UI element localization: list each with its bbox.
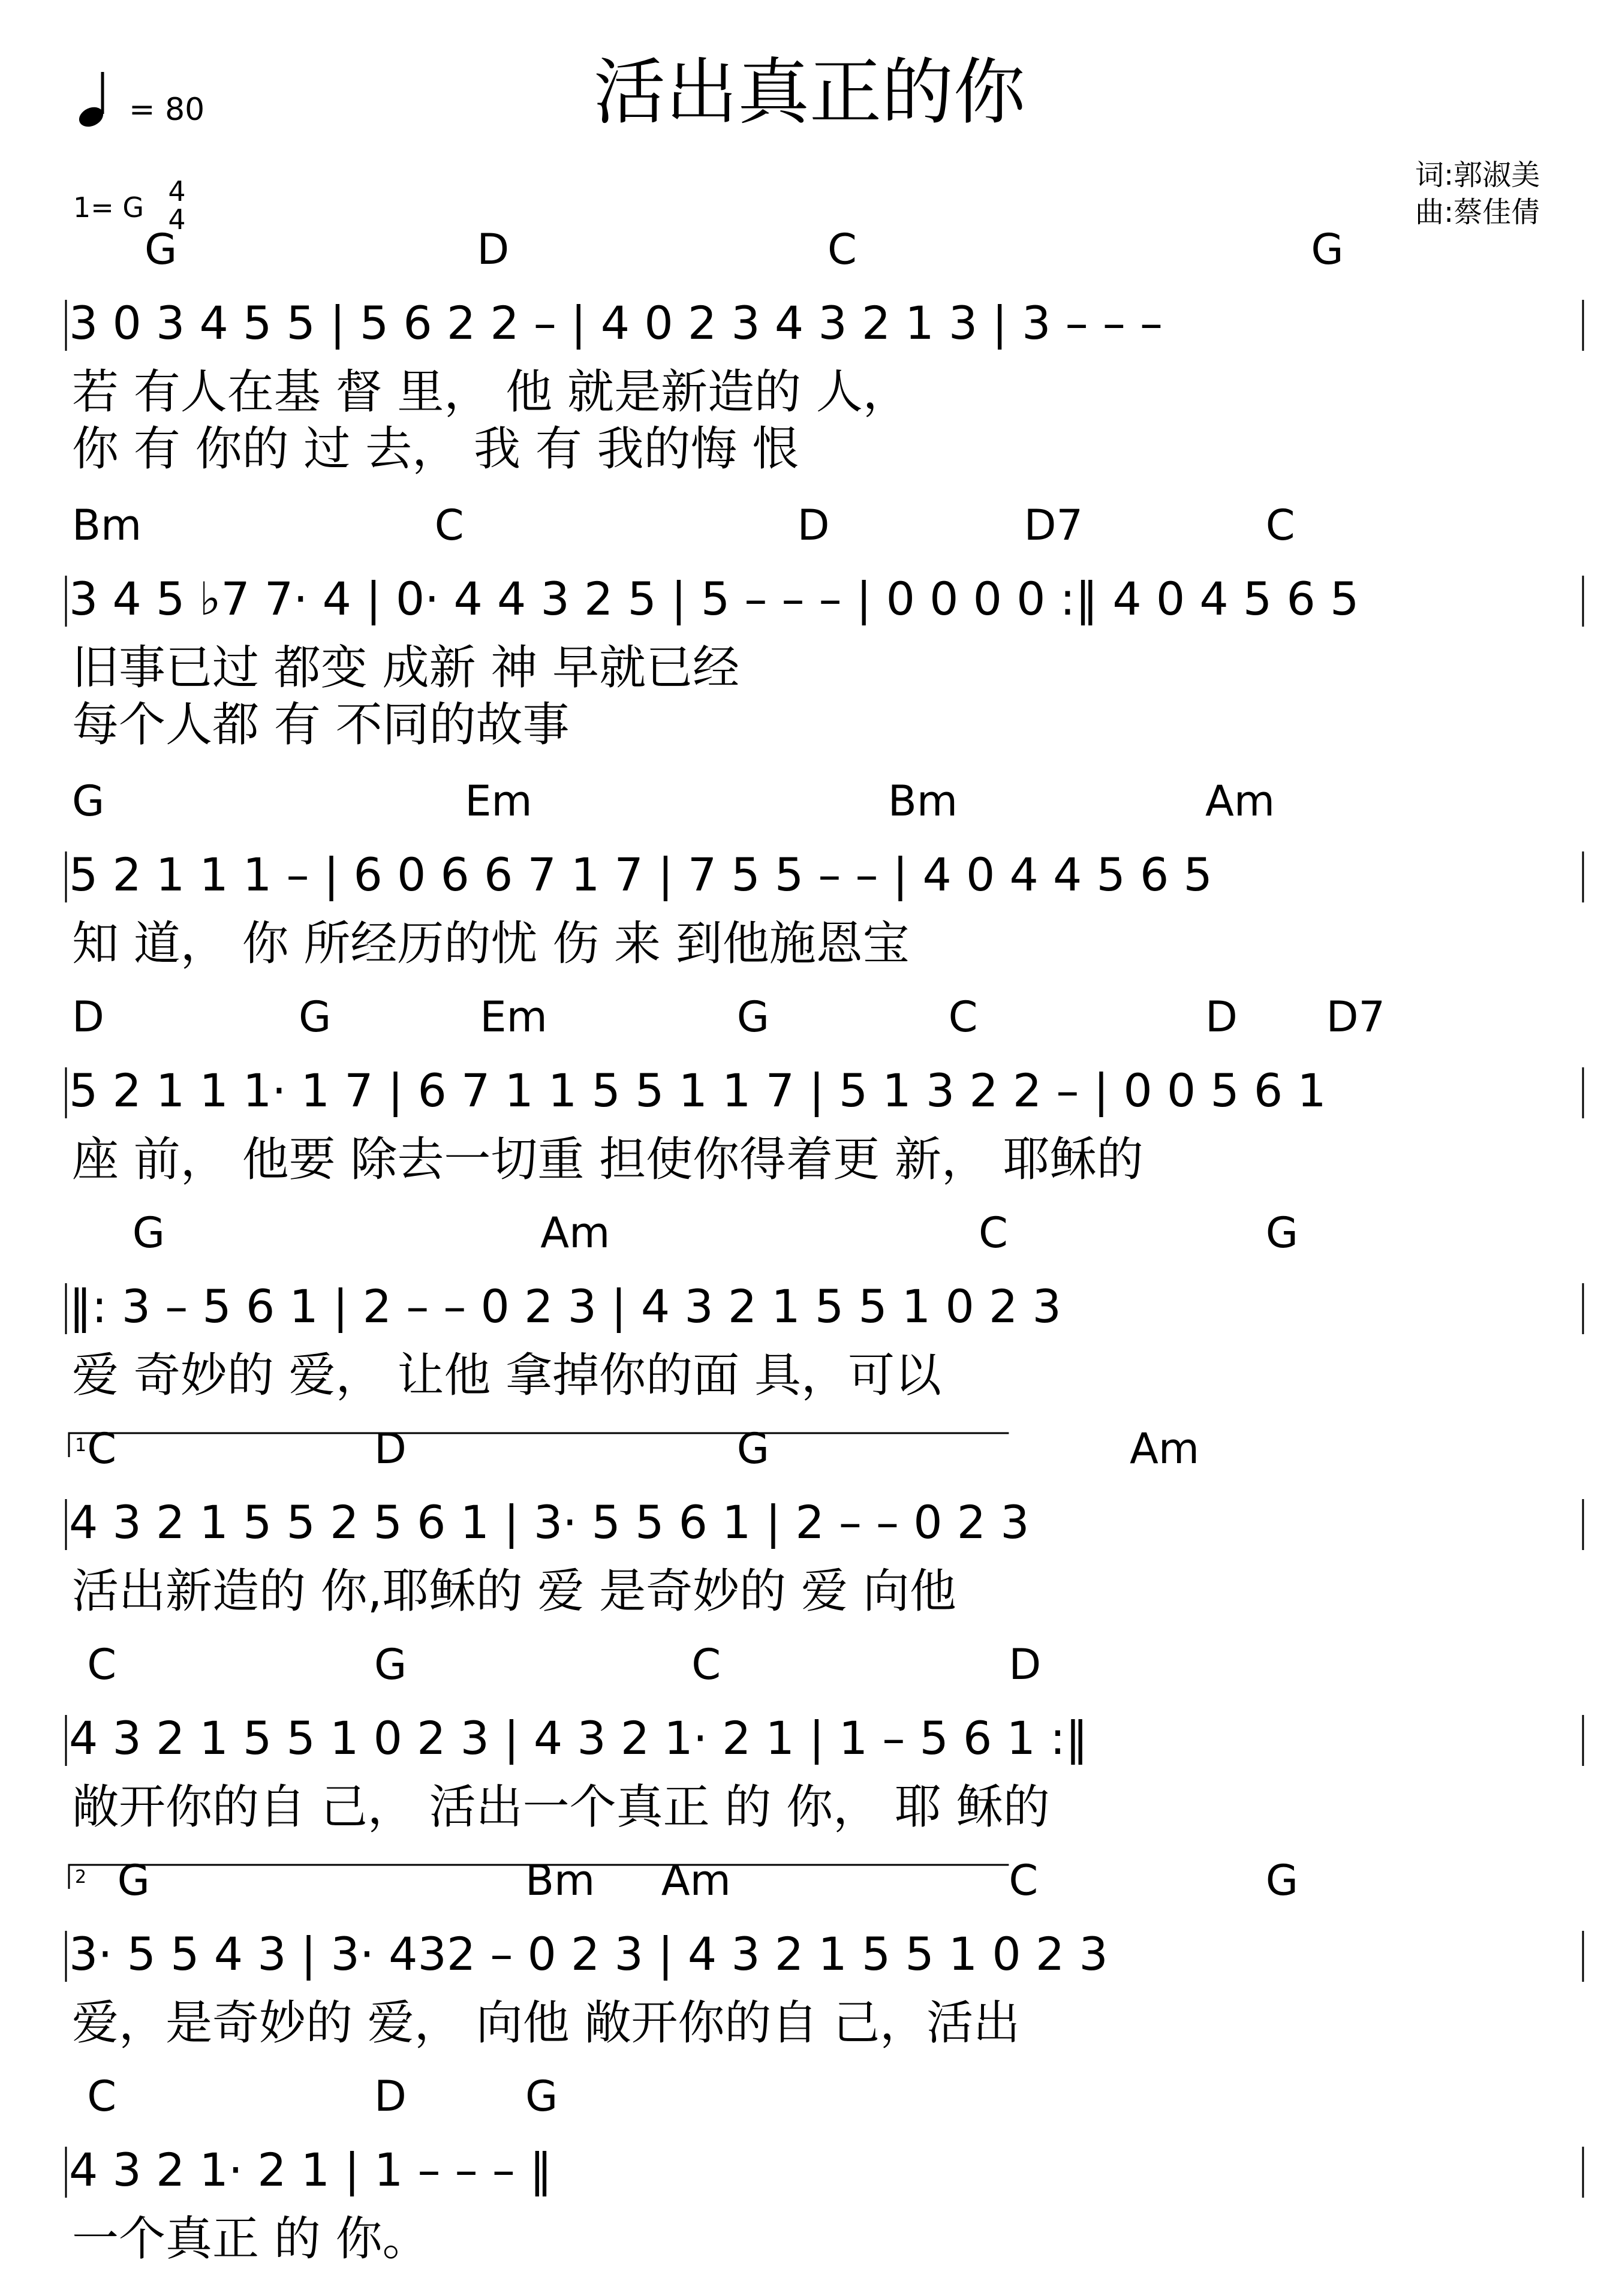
chord-symbol: G bbox=[72, 777, 105, 826]
chord-symbol: C bbox=[87, 1640, 117, 1689]
notation-line: 3 4 5 ♭7 7· 4 | 0· 4 4 3 2 5 | 5 – – – | 0 0 0 0 :‖ 4 0 4 5 6 5 bbox=[69, 572, 1359, 625]
chord-symbol: C bbox=[691, 1640, 721, 1689]
notation-line: 4 3 2 1· 2 1 | 1 – – – ‖ bbox=[69, 2143, 552, 2196]
lyric-line: 爱 奇妙的 爱， 让他 拿掉你的面 具，可以 bbox=[72, 1349, 941, 1403]
system-5 bbox=[66, 1208, 1583, 1403]
chord-symbol: D7 bbox=[1024, 501, 1084, 550]
chord-symbol: Bm bbox=[525, 1856, 595, 1905]
time-signature-numerator: 4 bbox=[168, 175, 186, 207]
chord-symbol: Em bbox=[465, 777, 532, 826]
song-title: 活出真正的你 bbox=[594, 51, 1025, 134]
time-signature-denominator: 4 bbox=[168, 203, 186, 236]
chord-symbol: G bbox=[1265, 1208, 1299, 1257]
chord-symbol: G bbox=[374, 1640, 407, 1689]
chord-symbol: D bbox=[477, 225, 510, 274]
lyric-line: 敞开你的自 己， 活出一个真正 的 你， 耶 稣的 bbox=[72, 1780, 1050, 1834]
system-4 bbox=[66, 992, 1583, 1187]
chord-symbol: C bbox=[87, 1424, 117, 1473]
header bbox=[73, 51, 1540, 236]
system-3 bbox=[66, 777, 1583, 971]
lyric-line: 爱，是奇妙的 爱， 向他 敞开你的自 己，活出 bbox=[72, 1996, 1021, 2050]
quarter-note-icon bbox=[76, 72, 107, 130]
chord-symbol: D bbox=[72, 992, 104, 1042]
chord-symbol: G bbox=[736, 992, 770, 1042]
lyric-line: 每个人都 有 不同的故事 bbox=[72, 698, 570, 752]
chord-symbol: Bm bbox=[887, 777, 958, 826]
system-9 bbox=[66, 2072, 1583, 2266]
chord-symbol: D bbox=[797, 501, 830, 550]
notation-line: 3· 5 5 4 3 | 3· 432 – 0 2 3 | 4 3 2 1 5 5 1 0 2 3 bbox=[69, 1927, 1108, 1981]
chord-symbol: Am bbox=[540, 1208, 610, 1257]
chord-symbol: C bbox=[434, 501, 464, 550]
lyricist-credit: 词:郭淑美 bbox=[1415, 158, 1540, 192]
lyric-line: 你 有 你的 过 去， 我 有 我的悔 恨 bbox=[72, 422, 799, 476]
chord-symbol: D bbox=[374, 2072, 407, 2121]
chord-symbol: Bm bbox=[72, 501, 142, 550]
notation-line: 3 0 3 4 5 5 | 5 6 2 2 – | 4 0 2 3 4 3 2 1 3 | 3 – – – bbox=[69, 296, 1163, 350]
chord-symbol: D bbox=[1205, 992, 1238, 1042]
chord-symbol: D bbox=[1009, 1640, 1042, 1689]
chord-symbol: Am bbox=[661, 1856, 731, 1905]
volta-number: 1 bbox=[75, 1435, 87, 1456]
chord-symbol: Am bbox=[1205, 777, 1275, 826]
music-systems bbox=[66, 225, 1583, 2266]
lyric-line: 知 道， 你 所经历的忧 伤 来 到他施恩宝 bbox=[72, 917, 910, 971]
composer-credit: 曲:蔡佳倩 bbox=[1415, 195, 1540, 229]
chord-symbol: C bbox=[948, 992, 978, 1042]
notation-line: 5 2 1 1 1· 1 7 | 6 7 1 1 5 5 1 1 7 | 5 1 3 2 2 – | 0 0 5 6 1 bbox=[69, 1064, 1326, 1117]
key-signature: 1= G bbox=[73, 191, 145, 224]
chord-symbol: G bbox=[132, 1208, 165, 1257]
notation-line: 4 3 2 1 5 5 1 0 2 3 | 4 3 2 1· 2 1 | 1 – 5 6 1 :‖ bbox=[69, 1711, 1088, 1765]
system-8 bbox=[66, 1856, 1583, 2050]
chord-symbol: Em bbox=[480, 992, 547, 1042]
chord-symbol: C bbox=[1009, 1856, 1039, 1905]
lyric-line: 若 有人在基 督 里， 他 就是新造的 人， bbox=[72, 365, 910, 419]
lyric-line: 一个真正 的 你。 bbox=[72, 2212, 429, 2266]
chord-symbol: C bbox=[827, 225, 857, 274]
lyric-line: 活出新造的 你,耶稣的 爱 是奇妙的 爱 向他 bbox=[72, 1564, 956, 1618]
chord-symbol: Am bbox=[1130, 1424, 1200, 1473]
notation-line: 4 3 2 1 5 5 2 5 6 1 | 3· 5 5 6 1 | 2 – – 0 2 3 bbox=[69, 1495, 1030, 1549]
chord-symbol: G bbox=[525, 2072, 558, 2121]
lyric-line: 座 前， 他要 除去一切重 担使你得着更 新， 耶稣的 bbox=[72, 1133, 1143, 1187]
chord-symbol: G bbox=[299, 992, 332, 1042]
notation-line: ‖: 3 – 5 6 1 | 2 – – 0 2 3 | 4 3 2 1 5 5 1 0 2 3 bbox=[69, 1280, 1061, 1333]
chord-symbol: C bbox=[979, 1208, 1008, 1257]
chord-symbol: C bbox=[1265, 501, 1295, 550]
system-1 bbox=[66, 225, 1583, 476]
notation-line: 5 2 1 1 1 – | 6 0 6 6 7 1 7 | 7 5 5 – – | 4 0 4 4 5 6 5 bbox=[69, 848, 1212, 901]
chord-symbol: G bbox=[1311, 225, 1344, 274]
chord-symbol: G bbox=[117, 1856, 150, 1905]
chord-symbol: G bbox=[144, 225, 177, 274]
volta-number: 2 bbox=[75, 1867, 87, 1888]
tempo-marking: = 80 bbox=[129, 92, 205, 128]
system-2 bbox=[66, 501, 1583, 752]
volta-bracket bbox=[69, 1433, 1009, 1457]
chord-symbol: G bbox=[1265, 1856, 1299, 1905]
system-7 bbox=[66, 1640, 1583, 1834]
system-6 bbox=[66, 1424, 1583, 1618]
chord-symbol: C bbox=[87, 2072, 117, 2121]
chord-symbol: G bbox=[736, 1424, 770, 1473]
chord-symbol: D7 bbox=[1326, 992, 1386, 1042]
chord-symbol: D bbox=[374, 1424, 407, 1473]
lyric-line: 旧事已过 都变 成新 神 早就已经 bbox=[72, 641, 740, 695]
